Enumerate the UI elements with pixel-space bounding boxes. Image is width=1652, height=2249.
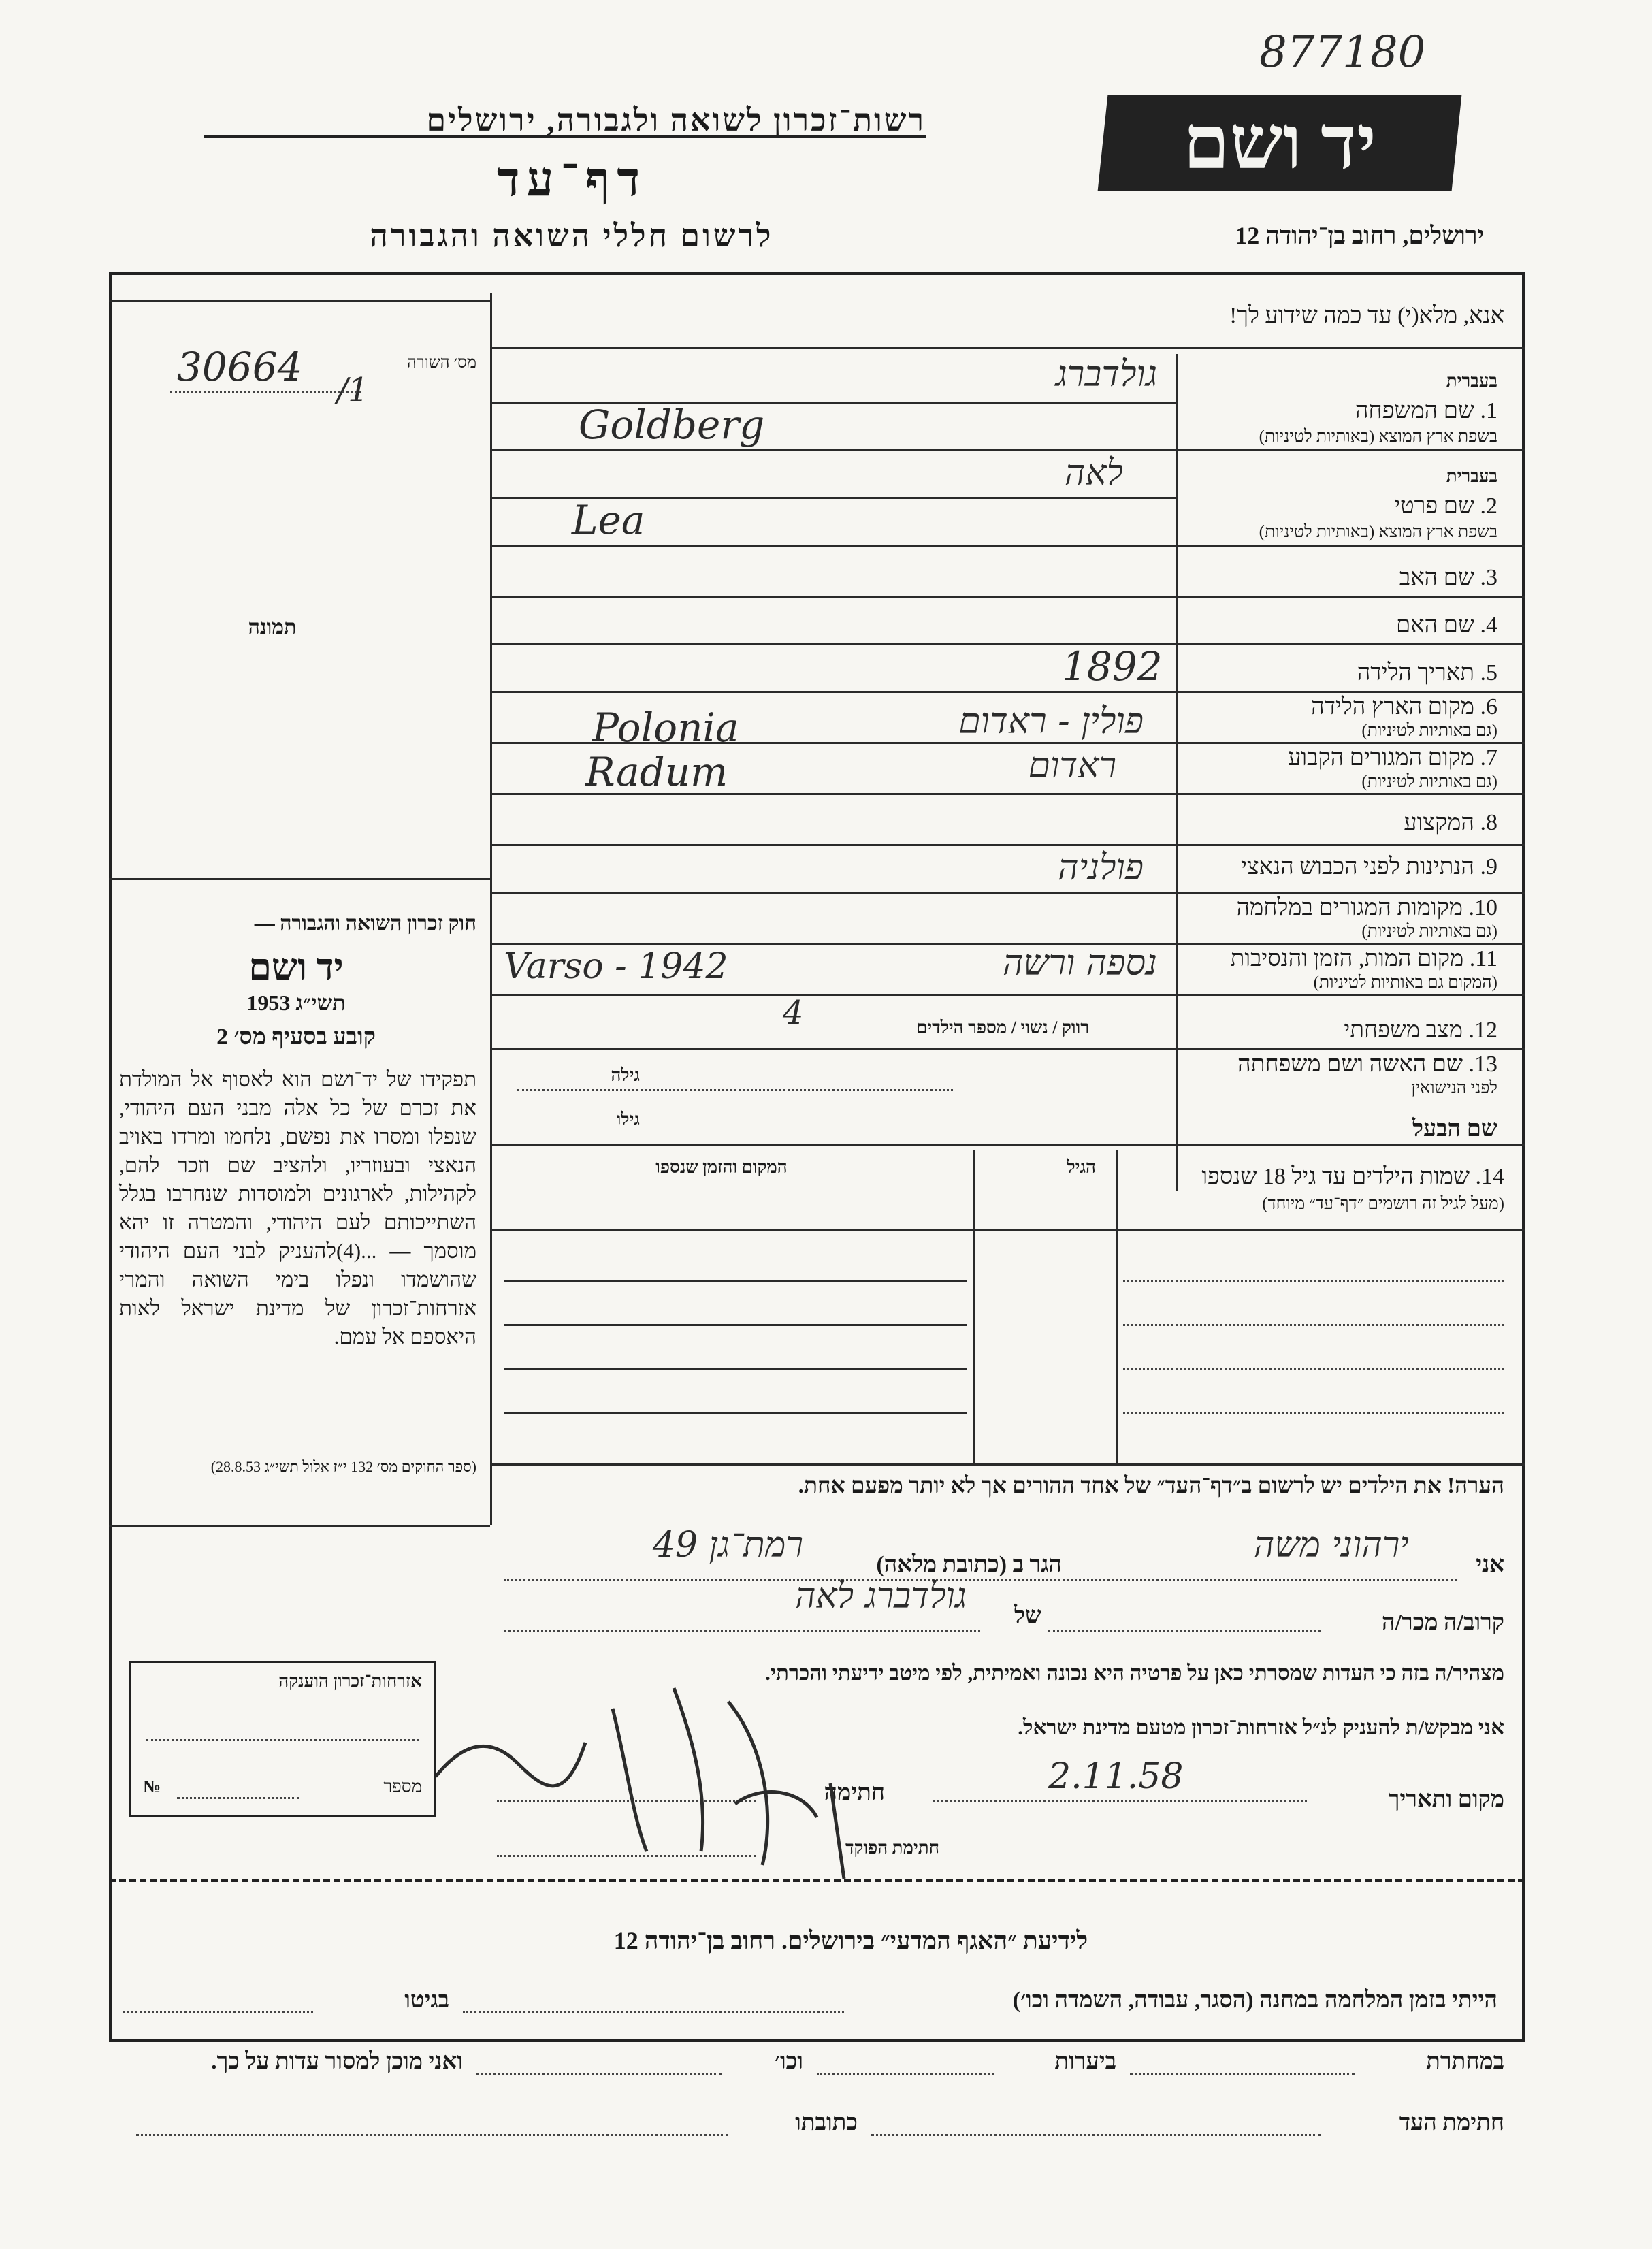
field-label-surname: 1. שם המשפחה: [1355, 398, 1497, 423]
witness-signature: [408, 1661, 898, 1892]
of-label: של: [1014, 1603, 1041, 1628]
witness-name: ירהוני משה: [1253, 1525, 1409, 1566]
declaration-request: אני מבקש/ת להעניק לנ״ל אזרחות־זכרון מטעם מדינת ישראל.: [1018, 1715, 1504, 1739]
bottom-ready: ואני מוכן למסור עדות על כך.: [211, 2049, 463, 2074]
firstname-hebrew-value: לאה: [1065, 453, 1123, 494]
residence-hebrew-value: ראדום: [1028, 745, 1116, 786]
header-address: ירושלים, רחוב בן־יהודה 12: [1235, 222, 1484, 249]
law-year: תשי״ג 1953: [246, 990, 346, 1015]
age-label-wife: גילה: [611, 1065, 640, 1085]
field-label-wife-name: 13. שם האשה ושם משפחתה: [1237, 1052, 1497, 1077]
bottom-title: לידיעת ״האגף המדעי״ בירושלים. רחוב בן־יהודה 12: [613, 1927, 1088, 1954]
law-title: חוק זכרון השואה והגבורה —: [254, 912, 476, 935]
field-label-birthdate: 5. תאריך הלידה: [1357, 660, 1497, 685]
children-sub: (מעל לגיל זה רושמים ״דף־עד״ מיוחד): [1262, 1195, 1504, 1213]
children-col-place-time: המקום והזמן שנספו: [655, 1157, 788, 1177]
bottom-underground: במחתרת: [1426, 2049, 1504, 2074]
resides-label: הגר ב (כתובת מלאה): [876, 1552, 1062, 1577]
husband-label: שם הבעל: [1412, 1116, 1497, 1142]
field-label-marital-status: 12. מצב משפחתי: [1344, 1018, 1497, 1043]
archive-number: 877180: [1259, 27, 1426, 78]
file-number-label: מס׳ השורה: [407, 354, 476, 372]
certificate-number-sign: №: [143, 1777, 161, 1796]
left-column-divider: [490, 293, 492, 1137]
authority-name: רשות־זכרון לשואה ולגבורה, ירושלים: [426, 103, 926, 137]
birthplace-latin-value: Polonia: [592, 705, 739, 751]
children-count: 4: [783, 994, 804, 1032]
file-number-suffix: /1: [337, 371, 369, 409]
field-label-father: 3. שם האב: [1399, 565, 1497, 590]
relative-label: קרוב/ה מכר/ה: [1382, 1610, 1504, 1635]
bottom-line-camp: הייתי בזמן המלחמה במחנה (הסגר, עבודה, השמדה וכו׳): [1012, 1988, 1497, 2013]
field-label-mother: 4. שם האם: [1396, 613, 1497, 638]
field-sub-wife-name: לפני הנישואין: [1411, 1079, 1497, 1097]
instructions: אנא, מלא(י) עד כמה שידוע לך!: [1229, 303, 1504, 328]
children-col-age: הגיל: [1067, 1157, 1096, 1177]
law-logo: יד ושם: [248, 947, 344, 988]
firstname-latin-value: Lea: [572, 497, 645, 543]
place-date-label: מקום ותאריך: [1388, 1787, 1504, 1812]
age-label-husband: גילו: [616, 1110, 640, 1129]
signature-label: חתימה: [824, 1780, 885, 1805]
law-body: תפקידו של יד־ושם הוא לאסוף אל המולדת את זכרם של כל אלה מבני העם היהודי, שנפלו ומסרו את נפשם, נלחמו ומרדו באויב הנאצי ובעוזריו, ולהציב שם וזכר להם, לקהילות, לארגונים ולמוסדות שנחרבו בגלל השתייכותם לעם היהודי, והמטרה זו יהא מוסמך — ...(4)להעניק לבני העם היהודי שהושמדו ונפלו בימי השואה והמרי אזרחות־זכרון של מדינת ישראל לאות היאספם אל עמם.: [119, 1067, 476, 1348]
yad-vashem-logo: [1098, 95, 1462, 191]
declaration-statement: מצהיר/ה בזה כי העדות שמסרתי כאן על פרטיה היא נכונה ואמיתית, לפי מיטב ידיעתי והכרתי.: [765, 1661, 1504, 1685]
certificate-title: אזרחות־זכרון הוענקה: [278, 1671, 422, 1691]
death-place-hebrew-value: נספה ורשה: [1003, 943, 1157, 984]
place-date-value: 2.11.58: [1048, 1756, 1184, 1797]
marital-options: רווק / נשוי / מספר הילדים: [916, 1018, 1089, 1037]
clerk-signature-label: חתימת הפוקד: [845, 1838, 939, 1858]
field-sub-birthplace: (גם באותיות לטיניות): [1361, 722, 1497, 740]
death-place-latin-value: Varso - 1942: [504, 946, 728, 987]
surname-latin-value: Goldberg: [579, 402, 765, 448]
relative-of-name: גולדברג לאה: [795, 1576, 967, 1617]
witness-address: רמת־גן 49: [652, 1525, 803, 1566]
law-clause: קובע בסעיף מס׳ 2: [216, 1024, 376, 1050]
field-label-residence: 7. מקום המגורים הקבוע: [1288, 745, 1497, 771]
photo-label: תמונה: [248, 616, 297, 638]
field-label-firstname: 2. שם פרטי: [1394, 494, 1497, 519]
field-sub-residence: (גם באותיות לטיניות): [1361, 773, 1497, 791]
hebrew-label-1: בעברית: [1446, 371, 1497, 391]
birthplace-hebrew-value: פולין - ראדום: [958, 701, 1144, 742]
certificate-number-label: מספר: [383, 1777, 422, 1796]
bottom-address: כתובתו: [795, 2110, 858, 2135]
form-title: דף־עד: [496, 154, 647, 206]
form-subtitle: לרשום חללי השואה והגבורה: [370, 219, 774, 253]
field-sub-firstname: בשפת ארץ המוצא (באותיות לטיניות): [1259, 523, 1497, 541]
surname-hebrew-value: גולדברג: [1055, 354, 1157, 395]
field-sub-death-place: (המקום גם באותיות לטיניות): [1313, 973, 1497, 992]
bottom-etc: וכו׳: [775, 2049, 803, 2074]
field-label-nationality: 9. הנתינות לפני הכבוש הנאצי: [1240, 854, 1497, 879]
residence-latin-value: Radum: [585, 749, 728, 795]
bottom-ghetto: בגיטו: [404, 1988, 449, 2013]
children-note: הערה! את הילדים יש לרשום ב״דף־העד״ של אחד ההורים אך לא יותר מפעם אחת.: [798, 1474, 1504, 1498]
field-sub-wartime-residence: (גם באותיות לטיניות): [1361, 922, 1497, 941]
hebrew-label-2: בעברית: [1446, 466, 1497, 486]
field-label-death-place: 11. מקום המות, הזמן והנסיבות: [1230, 946, 1497, 971]
law-source: (ספר החוקים מס׳ 132 י״ז אלול תשי״ג 28.8.53): [210, 1458, 476, 1475]
bottom-witness-signature: חתימת העד: [1399, 2110, 1504, 2135]
children-label: 14. שמות הילדים עד גיל 18 שנספו: [1201, 1164, 1504, 1189]
field-sub-surname: בשפת ארץ המוצא (באותיות לטיניות): [1259, 427, 1497, 446]
birthdate-value: 1892: [1062, 643, 1163, 690]
field-label-birthplace: 6. מקום הארץ הלידה: [1311, 694, 1497, 719]
field-label-profession: 8. המקצוע: [1404, 810, 1497, 835]
nationality-value: פולניה: [1058, 847, 1144, 888]
logo-text: יד ושם: [1183, 101, 1376, 184]
cut-line: [109, 1879, 1525, 1882]
file-number-value: 30664: [177, 344, 303, 390]
authority-underline: [204, 135, 926, 138]
i-label: אני: [1476, 1552, 1504, 1577]
bottom-forests: ביערות: [1054, 2049, 1116, 2074]
field-label-wartime-residence: 10. מקומות המגורים במלחמה: [1236, 895, 1497, 920]
question-column-divider: [1176, 354, 1178, 1191]
